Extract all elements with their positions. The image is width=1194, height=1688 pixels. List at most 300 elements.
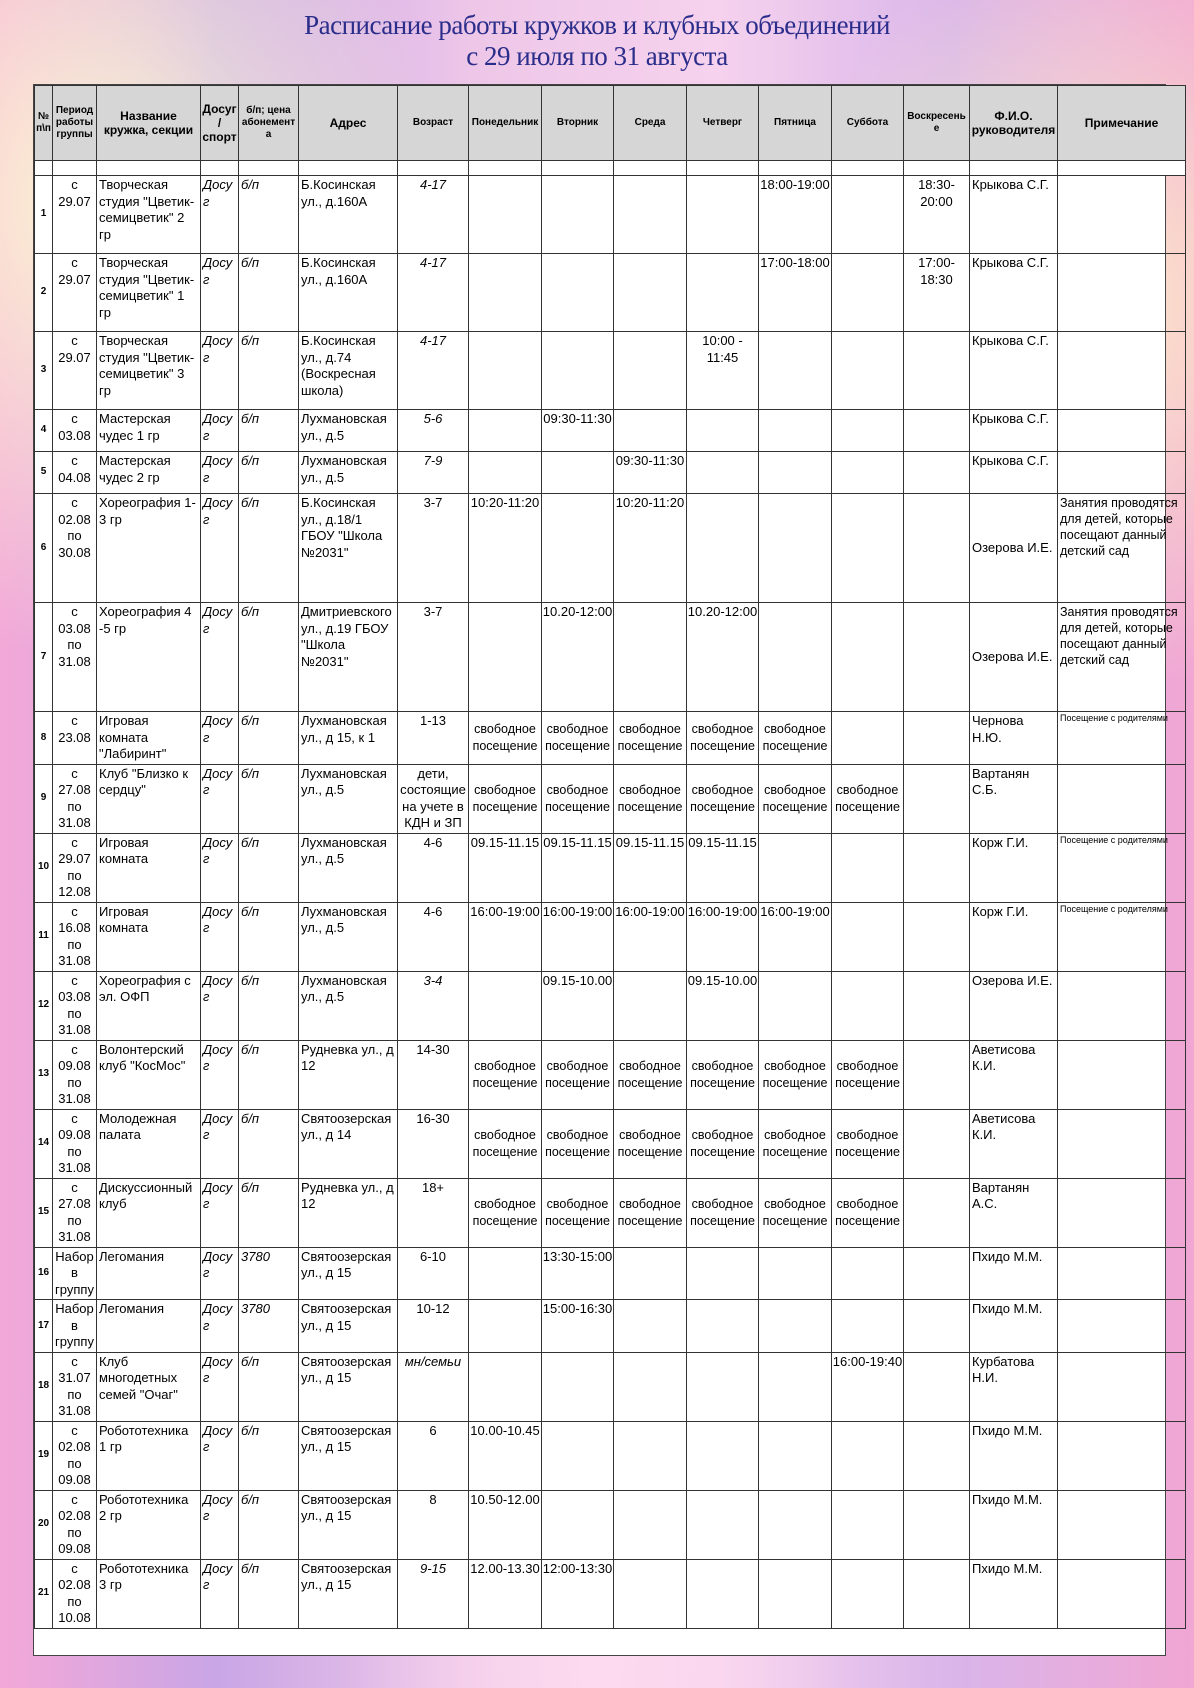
table-row [35, 176, 1186, 254]
header-age: Возраст [398, 86, 469, 161]
cell-wed: свободное посещение [614, 764, 687, 833]
cell-price: б/п [239, 452, 299, 494]
cell-leader: Озерова И.Е. [970, 494, 1058, 603]
cell-type: Досуг [201, 1352, 239, 1421]
header-note: Примечание [1058, 86, 1186, 161]
cell-sun [904, 1352, 970, 1421]
cell-type: Досуг [201, 1247, 239, 1300]
cell-note [1058, 452, 1186, 494]
cell-period: с 02.08 по 30.08 [53, 494, 97, 603]
cell-num: 11 [35, 902, 53, 971]
cell-age: 10-12 [398, 1300, 469, 1353]
cell-mon: 10:20-11:20 [469, 494, 542, 603]
cell-type: Досуг [201, 176, 239, 254]
cell-tue: 13:30-15:00 [542, 1247, 614, 1300]
cell-leader: Озерова И.Е. [970, 971, 1058, 1040]
cell-name: Игровая комната "Лабиринт" [97, 712, 201, 765]
cell-tue [542, 494, 614, 603]
cell-thu: свободное посещение [687, 712, 759, 765]
cell-sun [904, 1559, 970, 1628]
cell-sat [832, 902, 904, 971]
cell-tue: свободное посещение [542, 764, 614, 833]
cell-note [1058, 1559, 1186, 1628]
title-line-1: Расписание работы кружков и клубных объединений [304, 10, 890, 40]
table-row [35, 494, 1186, 603]
cell-sat [832, 1247, 904, 1300]
cell-sat [832, 176, 904, 254]
cell-tue [542, 1421, 614, 1490]
cell-fri: 18:00-19:00 [759, 176, 832, 254]
cell-mon [469, 176, 542, 254]
cell-address: Лухмановская ул., д.5 [299, 452, 398, 494]
cell-name: Творческая студия "Цветик-семицветик" 2 гр [97, 176, 201, 254]
cell-price: б/п [239, 1040, 299, 1109]
cell-note [1058, 1352, 1186, 1421]
cell-age: 3-4 [398, 971, 469, 1040]
cell-period: с 03.08 [53, 410, 97, 452]
cell-tue: свободное посещение [542, 1178, 614, 1247]
header-tue: Вторник [542, 86, 614, 161]
cell-name: Робототехника 2 гр [97, 1490, 201, 1559]
cell-type: Досуг [201, 452, 239, 494]
cell-leader: Озерова И.Е. [970, 603, 1058, 712]
cell-type: Досуг [201, 1109, 239, 1178]
cell-mon: 10.00-10.45 [469, 1421, 542, 1490]
cell-address: Святоозерская ул., д 15 [299, 1247, 398, 1300]
table-row [35, 902, 1186, 971]
table-row [35, 1490, 1186, 1559]
cell-period: с 02.08 по 09.08 [53, 1490, 97, 1559]
cell-thu [687, 1247, 759, 1300]
cell-fri [759, 1300, 832, 1353]
header-leader: Ф.И.О. руководителя [970, 86, 1058, 161]
schedule-table [34, 85, 1186, 1629]
cell-sun [904, 1490, 970, 1559]
cell-mon [469, 1352, 542, 1421]
cell-age: 7-9 [398, 452, 469, 494]
cell-sun [904, 494, 970, 603]
cell-thu [687, 410, 759, 452]
cell-age: 4-17 [398, 332, 469, 410]
cell-age: 6-10 [398, 1247, 469, 1300]
cell-address: Лухмановская ул., д 15, к 1 [299, 712, 398, 765]
cell-mon [469, 410, 542, 452]
cell-thu: 10.20-12:00 [687, 603, 759, 712]
cell-type: Досуг [201, 603, 239, 712]
cell-address: Б.Косинская ул., д.18/1 ГБОУ "Школа №2031" [299, 494, 398, 603]
cell-sun [904, 1300, 970, 1353]
cell-tue [542, 452, 614, 494]
cell-price: б/п [239, 971, 299, 1040]
cell-mon [469, 254, 542, 332]
cell-tue [542, 1352, 614, 1421]
cell-name: Мастерская чудес 2 гр [97, 452, 201, 494]
cell-thu: свободное посещение [687, 764, 759, 833]
header-sat: Суббота [832, 86, 904, 161]
cell-address: Святоозерская ул., д 15 [299, 1300, 398, 1353]
cell-price: б/п [239, 1421, 299, 1490]
cell-leader: Вартанян А.С. [970, 1178, 1058, 1247]
cell-leader: Аветисова К.И. [970, 1040, 1058, 1109]
cell-address: Лухмановская ул., д.5 [299, 833, 398, 902]
cell-wed: свободное посещение [614, 712, 687, 765]
cell-num: 21 [35, 1559, 53, 1628]
cell-mon: свободное посещение [469, 1040, 542, 1109]
cell-fri [759, 332, 832, 410]
cell-thu [687, 1559, 759, 1628]
cell-name: Игровая комната [97, 902, 201, 971]
cell-wed [614, 971, 687, 1040]
schedule-sheet [33, 84, 1178, 1656]
cell-name: Клуб "Близко к сердцу" [97, 764, 201, 833]
cell-price: б/п [239, 410, 299, 452]
cell-address: Святоозерская ул., д 14 [299, 1109, 398, 1178]
cell-sun: 18:30-20:00 [904, 176, 970, 254]
cell-num: 13 [35, 1040, 53, 1109]
cell-fri: 16:00-19:00 [759, 902, 832, 971]
cell-price: б/п [239, 1490, 299, 1559]
cell-thu [687, 1421, 759, 1490]
cell-sun [904, 971, 970, 1040]
cell-address: Святоозерская ул., д 15 [299, 1421, 398, 1490]
cell-type: Досуг [201, 1178, 239, 1247]
cell-sat: 16:00-19:40 [832, 1352, 904, 1421]
table-row [35, 1300, 1186, 1353]
table-row [35, 1247, 1186, 1300]
cell-name: Дискуссионный клуб [97, 1178, 201, 1247]
cell-fri [759, 1559, 832, 1628]
cell-age: 4-17 [398, 176, 469, 254]
cell-num: 10 [35, 833, 53, 902]
cell-wed: свободное посещение [614, 1178, 687, 1247]
table-row [35, 1352, 1186, 1421]
cell-tue: 12:00-13:30 [542, 1559, 614, 1628]
cell-tue: 09.15-10.00 [542, 971, 614, 1040]
cell-note: Посещение с родителями [1058, 833, 1186, 902]
cell-num: 17 [35, 1300, 53, 1353]
cell-note [1058, 1300, 1186, 1353]
cell-leader: Чернова Н.Ю. [970, 712, 1058, 765]
cell-sat [832, 410, 904, 452]
cell-name: Волонтерский клуб "КосМос" [97, 1040, 201, 1109]
cell-mon: свободное посещение [469, 764, 542, 833]
cell-period: Набор в группу [53, 1247, 97, 1300]
cell-num: 9 [35, 764, 53, 833]
cell-leader: Пхидо М.М. [970, 1421, 1058, 1490]
cell-type: Досуг [201, 494, 239, 603]
cell-wed: свободное посещение [614, 1109, 687, 1178]
cell-note [1058, 332, 1186, 410]
cell-tue: 10.20-12:00 [542, 603, 614, 712]
cell-price: б/п [239, 1178, 299, 1247]
cell-sun [904, 410, 970, 452]
cell-age: 3-7 [398, 494, 469, 603]
cell-thu [687, 1352, 759, 1421]
cell-sun: 17:00-18:30 [904, 254, 970, 332]
cell-type: Досуг [201, 1490, 239, 1559]
cell-age: 8 [398, 1490, 469, 1559]
cell-tue: 15:00-16:30 [542, 1300, 614, 1353]
cell-name: Робототехника 1 гр [97, 1421, 201, 1490]
cell-sat [832, 1490, 904, 1559]
cell-name: Молодежная палата [97, 1109, 201, 1178]
cell-sat [832, 712, 904, 765]
cell-mon: свободное посещение [469, 1178, 542, 1247]
table-row [35, 1421, 1186, 1490]
cell-mon: 12.00-13.30 [469, 1559, 542, 1628]
cell-sat [832, 1421, 904, 1490]
cell-fri: свободное посещение [759, 1040, 832, 1109]
cell-num: 2 [35, 254, 53, 332]
cell-age: 9-15 [398, 1559, 469, 1628]
cell-tue [542, 1490, 614, 1559]
cell-period: Набор в группу [53, 1300, 97, 1353]
cell-type: Досуг [201, 971, 239, 1040]
cell-age: 1-13 [398, 712, 469, 765]
cell-sat [832, 452, 904, 494]
cell-num: 18 [35, 1352, 53, 1421]
cell-type: Досуг [201, 332, 239, 410]
cell-age: 4-17 [398, 254, 469, 332]
cell-note: Занятия проводятся для детей, которые посещают данный детский сад [1058, 494, 1186, 603]
cell-period: с 04.08 [53, 452, 97, 494]
cell-leader: Пхидо М.М. [970, 1559, 1058, 1628]
cell-wed [614, 1352, 687, 1421]
cell-leader: Аветисова К.И. [970, 1109, 1058, 1178]
cell-fri [759, 1421, 832, 1490]
cell-wed: 16:00-19:00 [614, 902, 687, 971]
cell-thu: 10:00 - 11:45 [687, 332, 759, 410]
cell-note [1058, 1109, 1186, 1178]
cell-num: 1 [35, 176, 53, 254]
cell-period: с 29.07 [53, 254, 97, 332]
cell-price: б/п [239, 764, 299, 833]
cell-age: 3-7 [398, 603, 469, 712]
cell-type: Досуг [201, 410, 239, 452]
cell-fri: свободное посещение [759, 764, 832, 833]
cell-price: б/п [239, 1352, 299, 1421]
cell-fri: 17:00-18:00 [759, 254, 832, 332]
cell-name: Хореография 4 -5 гр [97, 603, 201, 712]
cell-mon: 09.15-11.15 [469, 833, 542, 902]
cell-address: Святоозерская ул., д 15 [299, 1559, 398, 1628]
cell-thu: 16:00-19:00 [687, 902, 759, 971]
cell-period: с 23.08 [53, 712, 97, 765]
title-line-2: с 29 июля по 31 августа [466, 41, 728, 71]
cell-sat: свободное посещение [832, 1178, 904, 1247]
cell-leader: Курбатова Н.И. [970, 1352, 1058, 1421]
cell-name: Игровая комната [97, 833, 201, 902]
header-name: Название кружка, секции [97, 86, 201, 161]
cell-mon: свободное посещение [469, 712, 542, 765]
cell-sat [832, 254, 904, 332]
cell-type: Досуг [201, 712, 239, 765]
cell-period: с 27.08 по 31.08 [53, 1178, 97, 1247]
cell-num: 6 [35, 494, 53, 603]
cell-type: Досуг [201, 1421, 239, 1490]
cell-note: Занятия проводятся для детей, которые посещают данный детский сад [1058, 603, 1186, 712]
cell-leader: Корж Г.И. [970, 833, 1058, 902]
table-row [35, 971, 1186, 1040]
spacer-row [35, 161, 1186, 176]
cell-wed: свободное посещение [614, 1040, 687, 1109]
cell-address: Б.Косинская ул., д.160А [299, 176, 398, 254]
cell-thu: 09.15-10.00 [687, 971, 759, 1040]
cell-leader: Крыкова С.Г. [970, 332, 1058, 410]
header-wed: Среда [614, 86, 687, 161]
cell-wed [614, 1490, 687, 1559]
table-row [35, 254, 1186, 332]
cell-note: Посещение с родителями [1058, 902, 1186, 971]
cell-price: 3780 [239, 1247, 299, 1300]
cell-period: с 09.08 по 31.08 [53, 1109, 97, 1178]
cell-thu: 09.15-11.15 [687, 833, 759, 902]
cell-num: 20 [35, 1490, 53, 1559]
cell-mon [469, 452, 542, 494]
schedule-body [35, 161, 1186, 1629]
cell-note [1058, 1421, 1186, 1490]
cell-period: с 03.08 по 31.08 [53, 971, 97, 1040]
cell-period: с 29.07 по 12.08 [53, 833, 97, 902]
cell-num: 4 [35, 410, 53, 452]
cell-address: Лухмановская ул., д.5 [299, 410, 398, 452]
cell-num: 5 [35, 452, 53, 494]
cell-leader: Крыкова С.Г. [970, 176, 1058, 254]
cell-fri [759, 1247, 832, 1300]
cell-num: 8 [35, 712, 53, 765]
cell-wed [614, 254, 687, 332]
cell-mon [469, 971, 542, 1040]
cell-name: Легомания [97, 1300, 201, 1353]
cell-fri [759, 1352, 832, 1421]
cell-wed: 09.15-11.15 [614, 833, 687, 902]
header-price: б/п; цена абонемента [239, 86, 299, 161]
cell-sat [832, 332, 904, 410]
cell-period: с 27.08 по 31.08 [53, 764, 97, 833]
cell-period: с 02.08 по 09.08 [53, 1421, 97, 1490]
cell-fri [759, 1490, 832, 1559]
cell-period: с 29.07 [53, 332, 97, 410]
cell-mon: 16:00-19:00 [469, 902, 542, 971]
cell-leader: Крыкова С.Г. [970, 452, 1058, 494]
cell-price: б/п [239, 332, 299, 410]
cell-sat: свободное посещение [832, 1109, 904, 1178]
cell-tue: 16:00-19:00 [542, 902, 614, 971]
table-row [35, 1559, 1186, 1628]
cell-price: б/п [239, 603, 299, 712]
cell-age: 4-6 [398, 902, 469, 971]
cell-address: Святоозерская ул., д 15 [299, 1352, 398, 1421]
cell-address: Святоозерская ул., д 15 [299, 1490, 398, 1559]
cell-type: Досуг [201, 1040, 239, 1109]
cell-note [1058, 764, 1186, 833]
cell-note [1058, 971, 1186, 1040]
cell-tue: свободное посещение [542, 712, 614, 765]
cell-leader: Крыкова С.Г. [970, 410, 1058, 452]
cell-sat [832, 1559, 904, 1628]
header-sun: Воскресенье [904, 86, 970, 161]
cell-wed: 09:30-11:30 [614, 452, 687, 494]
cell-fri [759, 833, 832, 902]
cell-age: 6 [398, 1421, 469, 1490]
cell-sun [904, 1040, 970, 1109]
cell-tue [542, 176, 614, 254]
cell-thu [687, 1490, 759, 1559]
cell-wed [614, 1559, 687, 1628]
cell-mon [469, 332, 542, 410]
cell-price: 3780 [239, 1300, 299, 1353]
cell-price: б/п [239, 712, 299, 765]
cell-tue [542, 332, 614, 410]
cell-fri: свободное посещение [759, 1178, 832, 1247]
cell-fri [759, 452, 832, 494]
cell-sat [832, 971, 904, 1040]
cell-address: Лухмановская ул., д.5 [299, 902, 398, 971]
cell-fri: свободное посещение [759, 1109, 832, 1178]
cell-thu: свободное посещение [687, 1178, 759, 1247]
cell-num: 7 [35, 603, 53, 712]
cell-age: мн/семьи [398, 1352, 469, 1421]
cell-type: Досуг [201, 764, 239, 833]
cell-period: с 03.08 по 31.08 [53, 603, 97, 712]
cell-mon [469, 603, 542, 712]
cell-wed [614, 332, 687, 410]
cell-price: б/п [239, 1559, 299, 1628]
table-row [35, 332, 1186, 410]
cell-thu [687, 452, 759, 494]
cell-leader: Пхидо М.М. [970, 1247, 1058, 1300]
cell-note [1058, 1490, 1186, 1559]
table-row [35, 1178, 1186, 1247]
cell-thu [687, 1300, 759, 1353]
cell-fri [759, 971, 832, 1040]
cell-name: Творческая студия "Цветик-семицветик" 1 гр [97, 254, 201, 332]
cell-wed [614, 603, 687, 712]
cell-tue: 09.15-11.15 [542, 833, 614, 902]
cell-address: Б.Косинская ул., д.74 (Воскресная школа) [299, 332, 398, 410]
cell-num: 12 [35, 971, 53, 1040]
cell-note [1058, 254, 1186, 332]
cell-name: Хореография с эл. ОФП [97, 971, 201, 1040]
header-type: Досуг/ спорт [201, 86, 239, 161]
cell-mon: свободное посещение [469, 1109, 542, 1178]
cell-mon: 10.50-12.00 [469, 1490, 542, 1559]
cell-price: б/п [239, 902, 299, 971]
cell-sun [904, 1178, 970, 1247]
cell-thu: свободное посещение [687, 1109, 759, 1178]
table-row [35, 1040, 1186, 1109]
cell-price: б/п [239, 254, 299, 332]
cell-name: Мастерская чудес 1 гр [97, 410, 201, 452]
cell-sun [904, 1421, 970, 1490]
cell-address: Лухмановская ул., д.5 [299, 764, 398, 833]
cell-sun [904, 712, 970, 765]
cell-address: Б.Косинская ул., д.160А [299, 254, 398, 332]
cell-type: Досуг [201, 902, 239, 971]
cell-age: 16-30 [398, 1109, 469, 1178]
cell-num: 3 [35, 332, 53, 410]
table-row [35, 833, 1186, 902]
cell-type: Досуг [201, 254, 239, 332]
cell-note [1058, 1247, 1186, 1300]
cell-wed [614, 176, 687, 254]
cell-fri [759, 603, 832, 712]
cell-price: б/п [239, 176, 299, 254]
cell-address: Рудневка ул., д 12 [299, 1040, 398, 1109]
table-row [35, 452, 1186, 494]
table-row [35, 1109, 1186, 1178]
cell-leader: Вартанян С.Б. [970, 764, 1058, 833]
